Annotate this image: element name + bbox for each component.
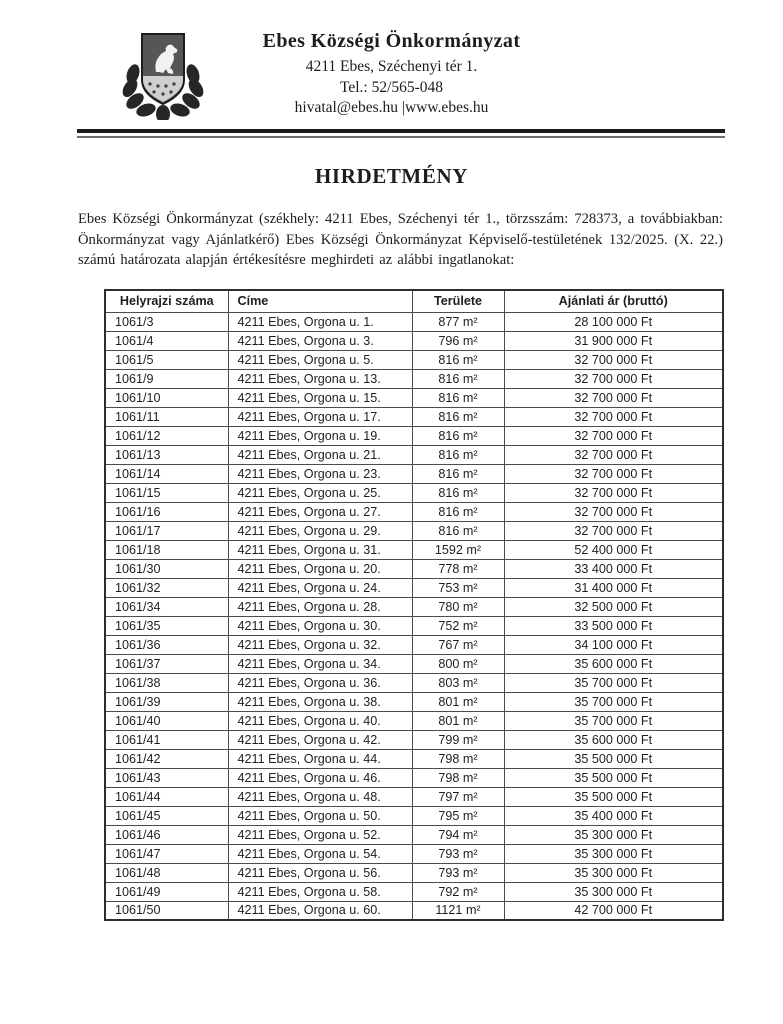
table-row [105, 806, 723, 825]
price-cell: 31 900 000 Ft [504, 331, 723, 350]
table-row [105, 654, 723, 673]
table-row [105, 578, 723, 597]
table-row [105, 730, 723, 749]
area-cell: 816 m² [412, 388, 504, 407]
parcel-number-cell: 1061/32 [105, 578, 228, 597]
table-row [105, 350, 723, 369]
price-cell: 33 500 000 Ft [504, 616, 723, 635]
table-row [105, 882, 723, 901]
price-cell: 31 400 000 Ft [504, 578, 723, 597]
parcel-number-cell: 1061/12 [105, 426, 228, 445]
area-cell: 877 m² [412, 312, 504, 331]
area-cell: 793 m² [412, 844, 504, 863]
price-cell: 32 700 000 Ft [504, 521, 723, 540]
address-cell: 4211 Ebes, Orgona u. 32. [228, 635, 412, 654]
table-row [105, 597, 723, 616]
parcel-number-cell: 1061/34 [105, 597, 228, 616]
price-cell: 32 700 000 Ft [504, 388, 723, 407]
intro-paragraph: Ebes Községi Önkormányzat (székhely: 4211 Ebes, Széchenyi tér 1., törzsszám: 728373, a továbbiakban: Önkormányzat vagy Ajánlatkérő) Ebes Községi Önkormányzat Képviselő-testületének 132/2025. (X. 22.) számú határozata alapján értékesítésre meghirdeti az alábbi ingatlanokat: [78, 211, 723, 269]
parcel-number-cell: 1061/38 [105, 673, 228, 692]
column-header-area: Területe [412, 290, 504, 312]
parcel-number-cell: 1061/5 [105, 350, 228, 369]
area-cell: 801 m² [412, 711, 504, 730]
parcel-number-cell: 1061/46 [105, 825, 228, 844]
table-row [105, 749, 723, 768]
parcel-number-cell: 1061/18 [105, 540, 228, 559]
address-cell: 4211 Ebes, Orgona u. 17. [228, 407, 412, 426]
area-cell: 793 m² [412, 863, 504, 882]
property-table [104, 289, 724, 921]
price-cell: 35 300 000 Ft [504, 882, 723, 901]
parcel-number-cell: 1061/50 [105, 901, 228, 920]
area-cell: 1592 m² [412, 540, 504, 559]
table-row [105, 407, 723, 426]
area-cell: 792 m² [412, 882, 504, 901]
price-cell: 28 100 000 Ft [504, 312, 723, 331]
area-cell: 778 m² [412, 559, 504, 578]
property-table-wrap [104, 289, 783, 921]
letterhead [0, 0, 783, 116]
price-cell: 35 400 000 Ft [504, 806, 723, 825]
address-cell: 4211 Ebes, Orgona u. 19. [228, 426, 412, 445]
area-cell: 816 m² [412, 521, 504, 540]
parcel-number-cell: 1061/48 [105, 863, 228, 882]
area-cell: 780 m² [412, 597, 504, 616]
price-cell: 34 100 000 Ft [504, 635, 723, 654]
address-cell: 4211 Ebes, Orgona u. 23. [228, 464, 412, 483]
table-row [105, 521, 723, 540]
area-cell: 796 m² [412, 331, 504, 350]
column-header-address: Címe [228, 290, 412, 312]
area-cell: 800 m² [412, 654, 504, 673]
address-cell: 4211 Ebes, Orgona u. 30. [228, 616, 412, 635]
column-header-price: Ajánlati ár (bruttó) [504, 290, 723, 312]
parcel-number-cell: 1061/36 [105, 635, 228, 654]
parcel-number-cell: 1061/39 [105, 692, 228, 711]
price-cell: 52 400 000 Ft [504, 540, 723, 559]
price-cell: 32 700 000 Ft [504, 369, 723, 388]
address-cell: 4211 Ebes, Orgona u. 34. [228, 654, 412, 673]
table-row [105, 331, 723, 350]
price-cell: 35 500 000 Ft [504, 768, 723, 787]
address-cell: 4211 Ebes, Orgona u. 20. [228, 559, 412, 578]
table-row [105, 768, 723, 787]
parcel-number-cell: 1061/4 [105, 331, 228, 350]
address-cell: 4211 Ebes, Orgona u. 3. [228, 331, 412, 350]
parcel-number-cell: 1061/40 [105, 711, 228, 730]
parcel-number-cell: 1061/3 [105, 312, 228, 331]
table-row [105, 787, 723, 806]
area-cell: 798 m² [412, 749, 504, 768]
table-header-row [105, 290, 723, 312]
price-cell: 35 700 000 Ft [504, 711, 723, 730]
price-cell: 35 300 000 Ft [504, 825, 723, 844]
area-cell: 801 m² [412, 692, 504, 711]
address-cell: 4211 Ebes, Orgona u. 15. [228, 388, 412, 407]
price-cell: 32 700 000 Ft [504, 502, 723, 521]
address-cell: 4211 Ebes, Orgona u. 48. [228, 787, 412, 806]
price-cell: 33 400 000 Ft [504, 559, 723, 578]
parcel-number-cell: 1061/35 [105, 616, 228, 635]
table-row [105, 863, 723, 882]
table-row [105, 464, 723, 483]
org-contact: hivatal@ebes.hu |www.ebes.hu [294, 99, 489, 117]
table-row [105, 388, 723, 407]
table-row [105, 692, 723, 711]
area-cell: 795 m² [412, 806, 504, 825]
price-cell: 32 700 000 Ft [504, 407, 723, 426]
address-cell: 4211 Ebes, Orgona u. 44. [228, 749, 412, 768]
parcel-number-cell: 1061/16 [105, 502, 228, 521]
parcel-number-cell: 1061/17 [105, 521, 228, 540]
parcel-number-cell: 1061/13 [105, 445, 228, 464]
price-cell: 42 700 000 Ft [504, 901, 723, 920]
area-cell: 794 m² [412, 825, 504, 844]
address-cell: 4211 Ebes, Orgona u. 42. [228, 730, 412, 749]
table-row [105, 559, 723, 578]
price-cell: 35 500 000 Ft [504, 749, 723, 768]
price-cell: 32 700 000 Ft [504, 483, 723, 502]
table-row [105, 711, 723, 730]
table-row [105, 502, 723, 521]
table-row [105, 616, 723, 635]
parcel-number-cell: 1061/9 [105, 369, 228, 388]
area-cell: 798 m² [412, 768, 504, 787]
parcel-number-cell: 1061/37 [105, 654, 228, 673]
area-cell: 816 m² [412, 426, 504, 445]
parcel-number-cell: 1061/11 [105, 407, 228, 426]
address-cell: 4211 Ebes, Orgona u. 36. [228, 673, 412, 692]
price-cell: 35 700 000 Ft [504, 673, 723, 692]
price-cell: 32 700 000 Ft [504, 464, 723, 483]
address-cell: 4211 Ebes, Orgona u. 46. [228, 768, 412, 787]
parcel-number-cell: 1061/30 [105, 559, 228, 578]
org-phone: Tel.: 52/565-048 [339, 78, 444, 96]
parcel-number-cell: 1061/44 [105, 787, 228, 806]
parcel-number-cell: 1061/14 [105, 464, 228, 483]
ebes-coat-of-arms-icon [120, 28, 206, 120]
price-cell: 35 300 000 Ft [504, 844, 723, 863]
table-row [105, 844, 723, 863]
address-cell: 4211 Ebes, Orgona u. 28. [228, 597, 412, 616]
address-cell: 4211 Ebes, Orgona u. 56. [228, 863, 412, 882]
price-cell: 32 700 000 Ft [504, 426, 723, 445]
org-address: 4211 Ebes, Széchenyi tér 1. [305, 58, 478, 76]
address-cell: 4211 Ebes, Orgona u. 5. [228, 350, 412, 369]
column-header-parcel: Helyrajzi száma [105, 290, 228, 312]
table-row [105, 825, 723, 844]
area-cell: 816 m² [412, 483, 504, 502]
area-cell: 816 m² [412, 464, 504, 483]
address-cell: 4211 Ebes, Orgona u. 58. [228, 882, 412, 901]
price-cell: 35 300 000 Ft [504, 863, 723, 882]
area-cell: 797 m² [412, 787, 504, 806]
table-body [105, 312, 723, 920]
parcel-number-cell: 1061/49 [105, 882, 228, 901]
address-cell: 4211 Ebes, Orgona u. 29. [228, 521, 412, 540]
letterhead-divider [77, 129, 725, 138]
letterhead-text [0, 28, 783, 119]
area-cell: 816 m² [412, 407, 504, 426]
price-cell: 32 700 000 Ft [504, 350, 723, 369]
table-row [105, 673, 723, 692]
area-cell: 816 m² [412, 445, 504, 464]
table-row [105, 540, 723, 559]
parcel-number-cell: 1061/45 [105, 806, 228, 825]
area-cell: 767 m² [412, 635, 504, 654]
area-cell: 816 m² [412, 350, 504, 369]
page-title: HIRDETMÉNY [314, 164, 468, 188]
price-cell: 35 500 000 Ft [504, 787, 723, 806]
price-cell: 35 600 000 Ft [504, 730, 723, 749]
address-cell: 4211 Ebes, Orgona u. 21. [228, 445, 412, 464]
area-cell: 1121 m² [412, 901, 504, 920]
address-cell: 4211 Ebes, Orgona u. 40. [228, 711, 412, 730]
area-cell: 816 m² [412, 369, 504, 388]
table-row [105, 483, 723, 502]
parcel-number-cell: 1061/43 [105, 768, 228, 787]
price-cell: 32 500 000 Ft [504, 597, 723, 616]
area-cell: 753 m² [412, 578, 504, 597]
table-row [105, 426, 723, 445]
parcel-number-cell: 1061/42 [105, 749, 228, 768]
price-cell: 35 700 000 Ft [504, 692, 723, 711]
area-cell: 752 m² [412, 616, 504, 635]
org-name: Ebes Községi Önkormányzat [262, 30, 521, 52]
address-cell: 4211 Ebes, Orgona u. 31. [228, 540, 412, 559]
address-cell: 4211 Ebes, Orgona u. 54. [228, 844, 412, 863]
parcel-number-cell: 1061/41 [105, 730, 228, 749]
area-cell: 799 m² [412, 730, 504, 749]
table-row [105, 901, 723, 920]
table-row [105, 635, 723, 654]
address-cell: 4211 Ebes, Orgona u. 60. [228, 901, 412, 920]
parcel-number-cell: 1061/15 [105, 483, 228, 502]
address-cell: 4211 Ebes, Orgona u. 1. [228, 312, 412, 331]
address-cell: 4211 Ebes, Orgona u. 25. [228, 483, 412, 502]
parcel-number-cell: 1061/10 [105, 388, 228, 407]
table-row [105, 445, 723, 464]
address-cell: 4211 Ebes, Orgona u. 24. [228, 578, 412, 597]
price-cell: 35 600 000 Ft [504, 654, 723, 673]
table-row [105, 312, 723, 331]
parcel-number-cell: 1061/47 [105, 844, 228, 863]
area-cell: 803 m² [412, 673, 504, 692]
price-cell: 32 700 000 Ft [504, 445, 723, 464]
area-cell: 816 m² [412, 502, 504, 521]
address-cell: 4211 Ebes, Orgona u. 50. [228, 806, 412, 825]
address-cell: 4211 Ebes, Orgona u. 13. [228, 369, 412, 388]
address-cell: 4211 Ebes, Orgona u. 38. [228, 692, 412, 711]
address-cell: 4211 Ebes, Orgona u. 27. [228, 502, 412, 521]
table-row [105, 369, 723, 388]
address-cell: 4211 Ebes, Orgona u. 52. [228, 825, 412, 844]
